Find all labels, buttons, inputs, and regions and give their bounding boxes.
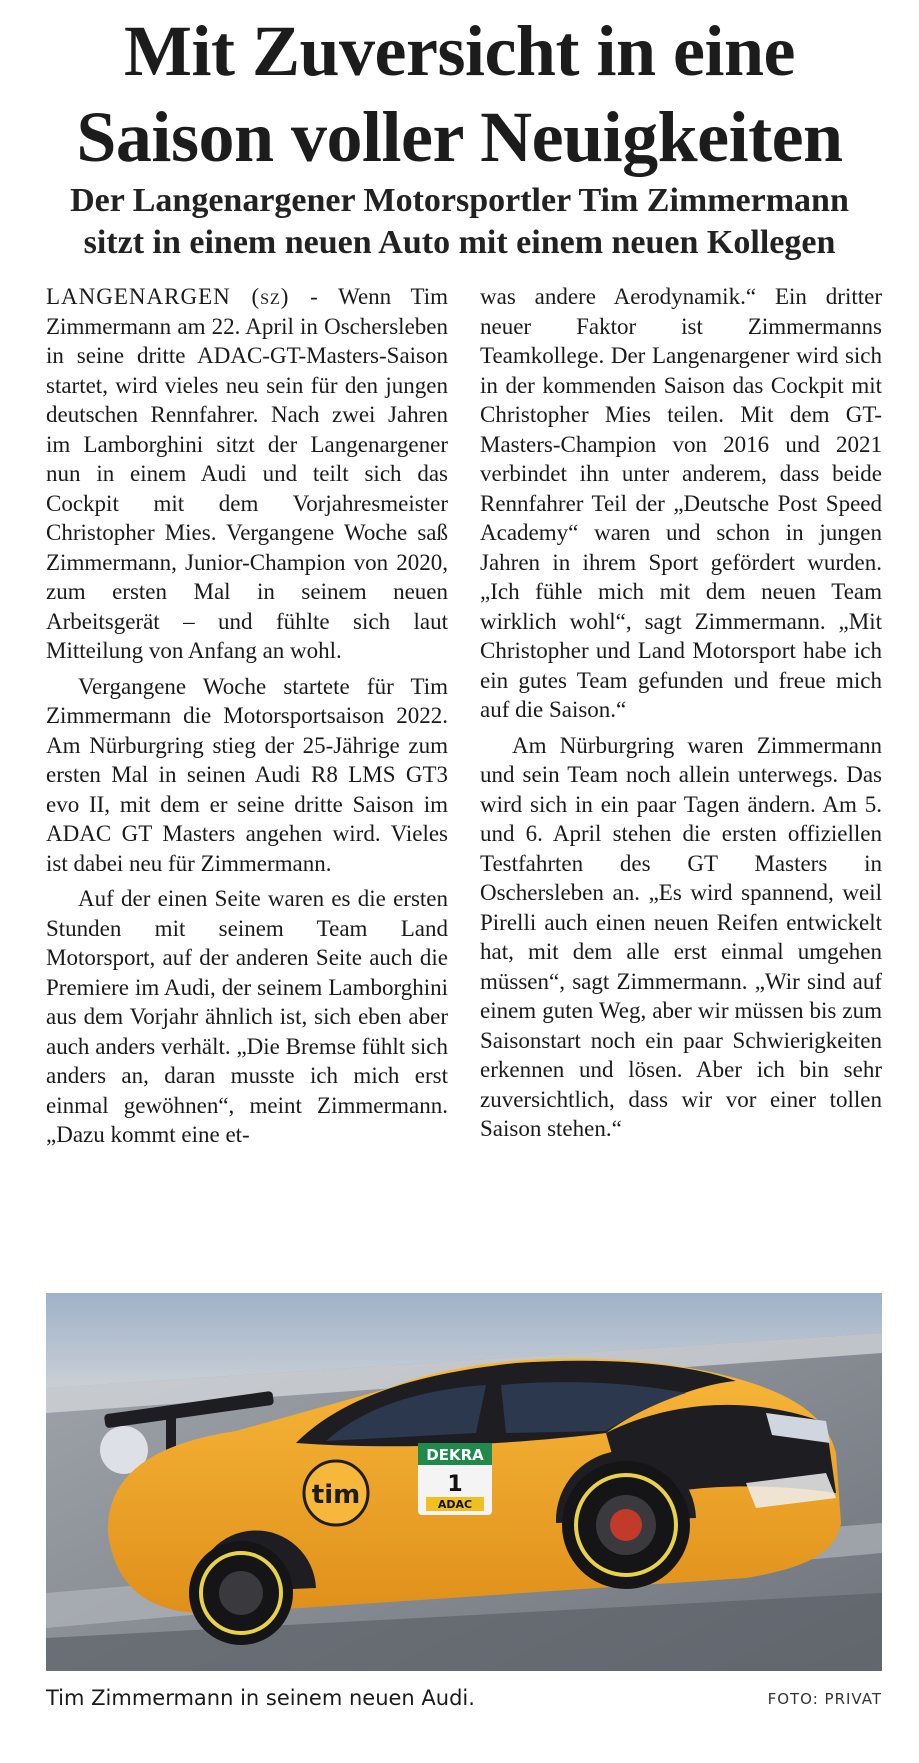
headline-line-1: Mit Zuversicht in eine xyxy=(124,11,795,91)
article-column-right xyxy=(480,282,882,1150)
subheadline-line-2: sitzt in einem neuen Auto mit einem neuen Kollegen xyxy=(83,224,836,261)
dekra-label: DEKRA xyxy=(426,1446,484,1464)
headline xyxy=(0,8,919,180)
article-paragraph-1 xyxy=(46,282,448,666)
dateline: LANGENARGEN (sz) - xyxy=(46,284,319,309)
race-car-photo xyxy=(46,1293,882,1671)
photo-credit: FOTO: PRIVAT xyxy=(767,1690,882,1708)
subheadline xyxy=(0,180,919,264)
car-number: 1 xyxy=(447,1472,463,1497)
article-column-left xyxy=(46,282,448,1156)
article-paragraph-3: Auf der einen Seite waren es die ersten Stunden mit seinem Team Land Motorsport, auf der anderen Seite auch die Premiere im Audi, der seinem Lamborghini aus dem Vorjahr ähnlich ist, sich eben aber auch anders verhält. „Die Bremse fühlt sich anders an, daran musste ich mich erst einmal gewöhnen“, meint Zimmermann. „Dazu kommt eine et- xyxy=(46,886,448,1147)
headline-line-2: Saison voller Neuigkeiten xyxy=(76,97,843,177)
paragraph-1-text: Wenn Tim Zimmermann am 22. April in Oschersleben in seine dritte ADAC-GT-Masters-Saison startet, wird vieles neu sein für den jungen deutschen Rennfahrer. Nach zwei Jahren im Lamborghini sitzt der Langenargener nun in einem Audi und teilt sich das Cockpit mit dem Vorjahresmeister Christopher Mies. Vergangene Woche saß Zimmermann, Junior-Champion von 2020, zum ersten Mal in seinem neuen Arbeitsgerät – und fühlte sich laut Mitteilung von Anfang an wohl. xyxy=(46,284,448,663)
adac-label: ADAC xyxy=(437,1498,473,1511)
article-paragraph-5: Am Nürburgring waren Zimmermann und sein Team noch allein unterwegs. Das wird sich in ein paar Tagen ändern. Am 5. und 6. April stehen die ersten offiziellen Testfahrten des GT Masters in Oschersleben an. „Es wird spannend, weil Pirelli auch einen neuen Reifen entwickelt hat, mit dem alle erst einmal umgehen müssen“, sagt Zimmermann. „Wir sind auf einem guten Weg, aber wir müssen bis zum Saisonstart noch ein paar Schwierigkeiten erkennen und lösen. Aber ich bin sehr zuversichtlich, dass wir vor einer tollen Saison stehen.“ xyxy=(480,732,882,1141)
photo-caption: Tim Zimmermann in seinem neuen Audi. xyxy=(46,1686,475,1710)
race-car-illustration xyxy=(46,1293,882,1671)
article-paragraph-4: was andere Aerodynamik.“ Ein dritter neuer Faktor ist Zimmermanns Teamkollege. Der Langenargener wird sich in der kommenden Saison das Cockpit mit Christopher Mies teilen. Mit dem GT-Masters-Champion von 2016 und 2021 verbindet ihn unter anderem, dass beide Rennfahrer Teil der „Deutsche Post Speed Academy“ waren und schon in jungen Jahren in ihrem Sport gefördert wurden. „Ich fühle mich mit dem neuen Team wirklich wohl“, sagt Zimmermann. „Mit Christopher und Land Motorsport habe ich ein gutes Team gefunden und freue mich auf die Saison.“ xyxy=(480,284,882,722)
tim-logo-text: tim xyxy=(311,1480,361,1510)
subheadline-line-1: Der Langenargener Motorsportler Tim Zimmermann xyxy=(70,182,849,219)
article-paragraph-2: Vergangene Woche startete für Tim Zimmermann die Motorsportsaison 2022. Am Nürburgring stieg der 25-Jährige zum ersten Mal in seinen Audi R8 LMS GT3 evo II, mit dem er seine dritte Saison im ADAC GT Masters angehen wird. Vieles ist dabei neu für Zimmermann. xyxy=(46,673,448,876)
